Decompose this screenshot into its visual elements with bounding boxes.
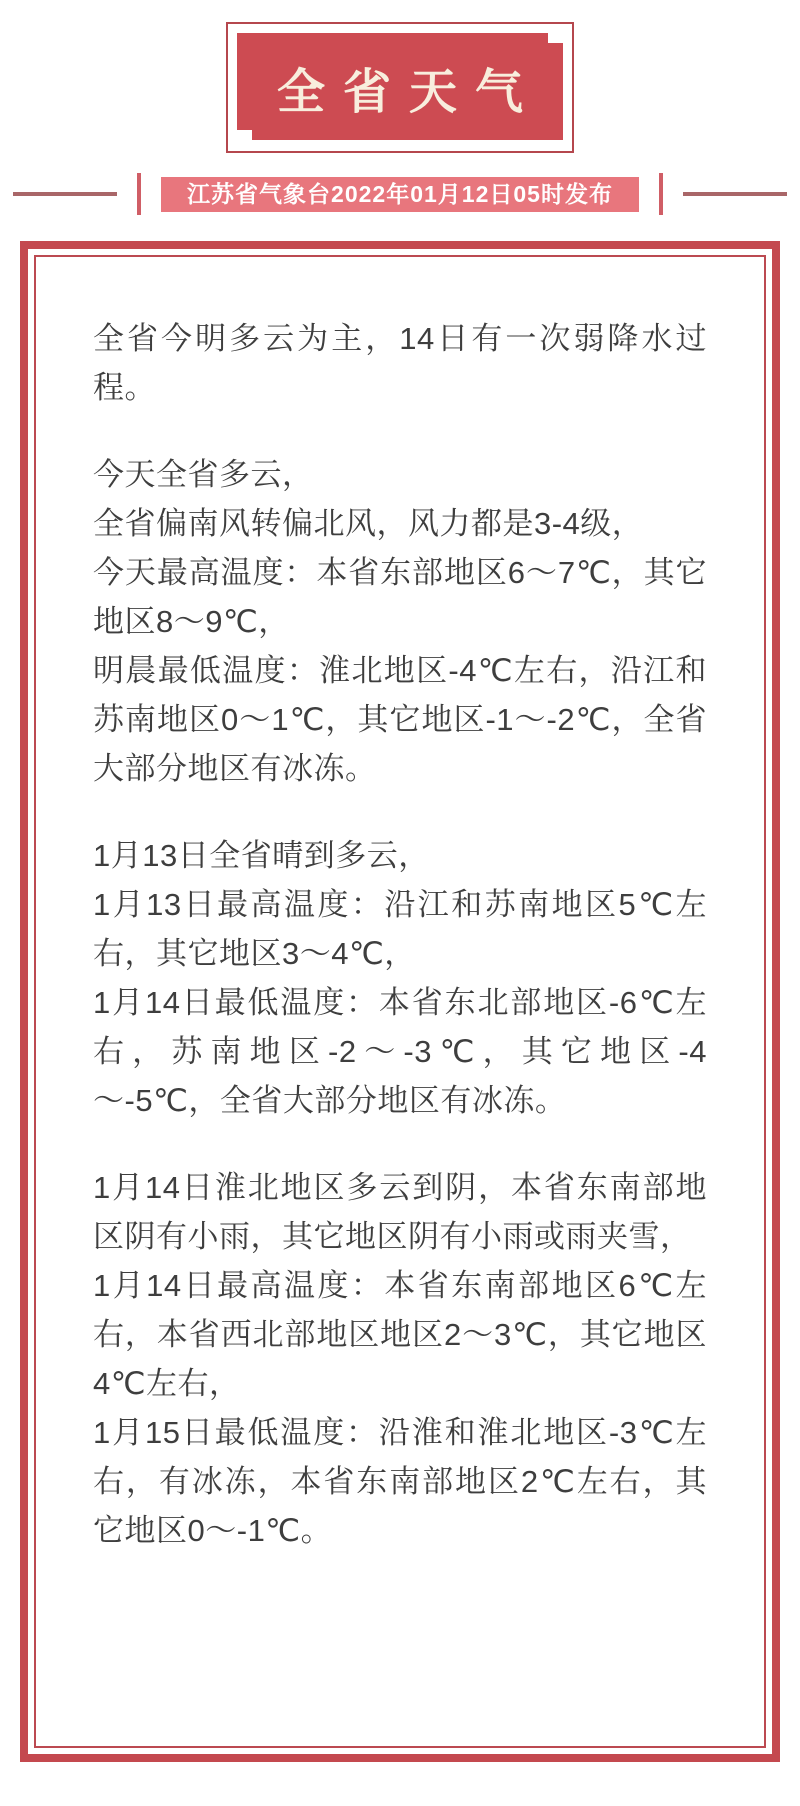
- forecast-line: 1月14日淮北地区多云到阴，本省东南部地区阴有小雨，其它地区阴有小雨或雨夹雪，: [93, 1170, 707, 1254]
- forecast-line: 今天全省多云，: [93, 457, 314, 492]
- banner-dash-right: [683, 192, 787, 196]
- forecast-paragraph-jan14: [93, 1163, 707, 1555]
- banner-dash-left: [13, 192, 117, 196]
- publisher-banner-row: [0, 173, 800, 215]
- forecast-line: 今天最高温度：本省东部地区6～7℃，其它地区8～9℃，: [93, 555, 707, 639]
- forecast-body: [34, 255, 766, 1748]
- publisher-banner: 江苏省气象台2022年01月12日05时发布: [161, 177, 639, 212]
- banner-bar-right: [659, 173, 663, 215]
- forecast-paragraph-jan13: [93, 831, 707, 1125]
- weather-bulletin-page: [0, 22, 800, 1806]
- forecast-frame: [20, 241, 780, 1762]
- forecast-line: 1月13日最高温度：沿江和苏南地区5℃左右，其它地区3～4℃，: [93, 887, 707, 971]
- forecast-line: 全省今明多云为主，14日有一次弱降水过程。: [93, 321, 707, 405]
- forecast-line: 1月15日最低温度：沿淮和淮北地区-3℃左右，有冰冻，本省东南部地区2℃左右，其它地区0～-1℃。: [93, 1415, 707, 1548]
- forecast-line: 明晨最低温度：淮北地区-4℃左右，沿江和苏南地区0～1℃，其它地区-1～-2℃，全省大部分地区有冰冻。: [93, 653, 707, 786]
- banner-bar-left: [137, 173, 141, 215]
- forecast-paragraph-today: [93, 450, 707, 793]
- forecast-line: 全省偏南风转偏北风，风力都是3-4级，: [93, 506, 644, 541]
- title-plaque: [226, 22, 574, 153]
- forecast-line: 1月13日全省晴到多云，: [93, 838, 430, 873]
- forecast-line: 1月14日最低温度：本省东北部地区-6℃左右，苏南地区-2～-3℃，其它地区-4～-5℃，全省大部分地区有冰冻。: [93, 985, 707, 1118]
- forecast-line: 1月14日最高温度：本省东南部地区6℃左右，本省西北部地区地区2～3℃，其它地区4℃左右，: [93, 1268, 707, 1401]
- forecast-paragraph-summary: [93, 314, 707, 412]
- page-title: 全省天气: [276, 66, 541, 119]
